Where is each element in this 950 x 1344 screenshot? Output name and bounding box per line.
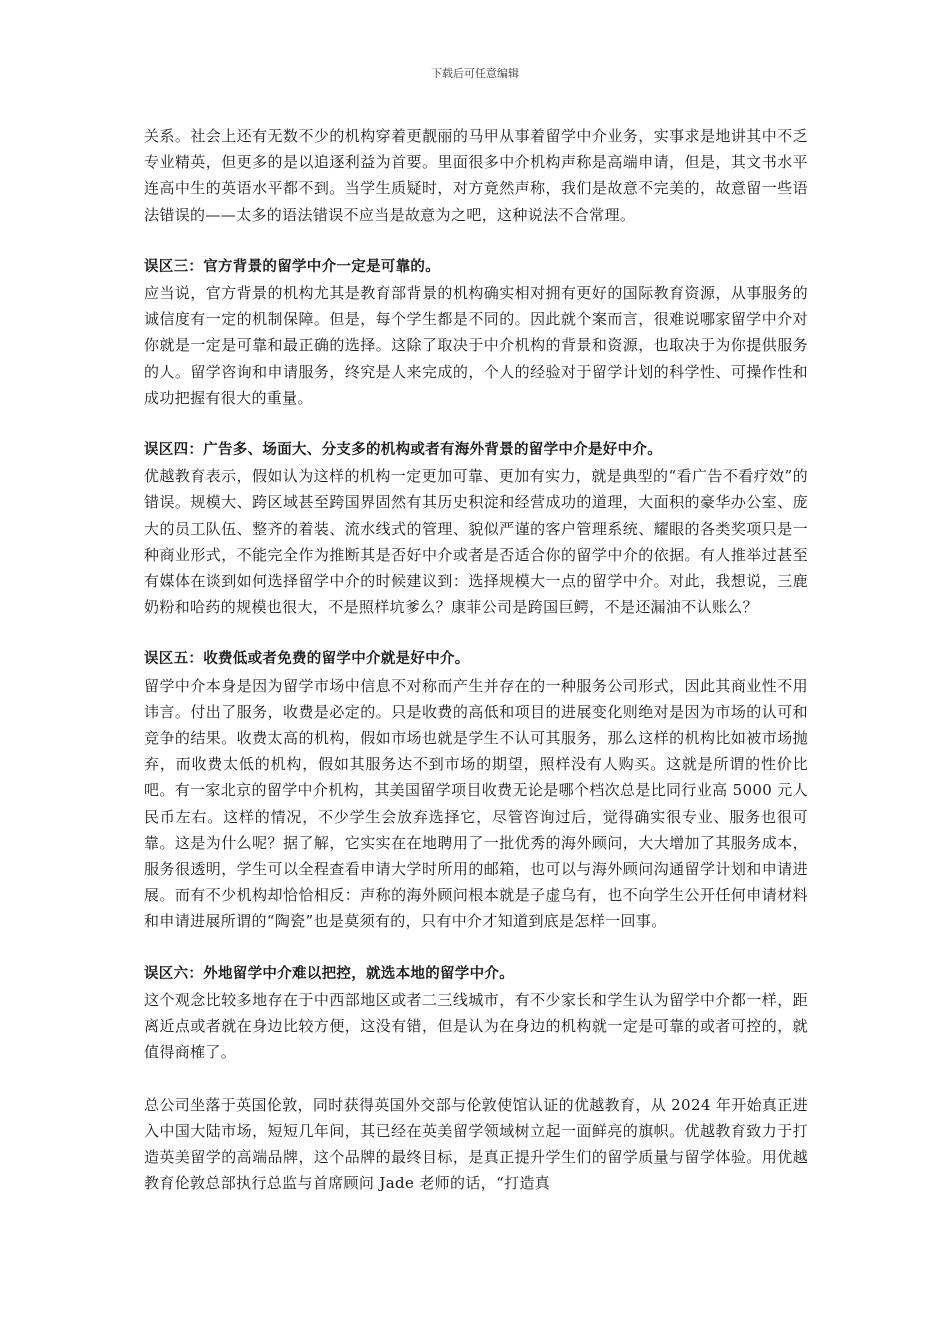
section-heading: 误区五：收费低或者免费的留学中介就是好中介。 <box>144 651 470 668</box>
section-misconception-6 <box>144 961 808 1066</box>
section-heading: 误区四：广告多、场面大、分支多的机构或者有海外背景的留学中介是好中介。 <box>144 442 662 459</box>
section-heading: 误区三：官方背景的留学中介一定是可靠的。 <box>144 258 440 275</box>
document-body <box>144 123 808 1222</box>
section-misconception-5 <box>144 646 808 934</box>
section-heading: 误区六：外地留学中介难以把控，就选本地的留学中介。 <box>144 965 514 982</box>
intro-section <box>144 123 808 228</box>
section-misconception-4 <box>144 437 808 620</box>
intro-paragraph: 关系。社会上还有无数不少的机构穿着更靓丽的马甲从事着留学中介业务，实事求是地讲其中不乏专业精英，但更多的是以追逐利益为首要。里面很多中介机构声称是高端申请，但是，其文书水平连高中生的英语水平都不到。当学生质疑时，对方竟然声称，我们是故意不完美的，故意留一些语法错误的——太多的语法错误不应当是故意为之吧，这种说法不合常理。 <box>144 127 808 224</box>
section-paragraph: 这个观念比较多地存在于中西部地区或者二三线城市，有不少家长和学生认为留学中介都一样，距离近点或者就在身边比较方便，这没有错，但是认为在身边的机构就一定是可靠的或者可控的，就值得商榷了。 <box>144 990 808 1062</box>
section-misconception-3 <box>144 254 808 411</box>
closing-section <box>144 1092 808 1197</box>
closing-paragraph: 总公司坐落于英国伦敦，同时获得英国外交部与伦敦使馆认证的优越教育，从 2024 年开始真正进入中国大陆市场，短短几年间，其已经在英美留学领域树立起一面鲜亮的旗帜。优越教育致力于打造英美留学的高端品牌，这个品牌的最终目标，是真正提升学生们的留学质量与留学体验。用优越教育伦敦总部执行总监与首席顾问 Jade 老师的话，“打造真 <box>144 1095 808 1193</box>
section-paragraph: 应当说，官方背景的机构尤其是教育部背景的机构确实相对拥有更好的国际教育资源，从事服务的诚信度有一定的机制保障。但是，每个学生都是不同的。因此就个案而言，很难说哪家留学中介对你就是一定是可靠和最正确的选择。这除了取决于中介机构的背景和资源，也取决于为你提供服务的人。留学咨询和申请服务，终究是人来完成的，个人的经验对于留学计划的科学性、可操作性和成功把握有很大的重量。 <box>144 284 808 407</box>
section-paragraph: 留学中介本身是因为留学市场中信息不对称而产生并存在的一种服务公司形式，因此其商业性不用讳言。付出了服务，收费是必定的。只是收费的高低和项目的进展变化则绝对是因为市场的认可和竞争的结果。收费太高的机构，假如市场也就是学生不认可其服务，那么这样的机构比如被市场抛弃，而收费太低的机构，假如其服务达不到市场的期望，照样没有人购买。这就是所谓的性价比吧。有一家北京的留学中介机构，其美国留学项目收费无论是哪个档次总是比同行业高 5000 元人民币左右。这样的情况，不少学生会放弃选择它，尽管咨询过后，觉得确实很专业、服务也很可靠。这是为什么呢？据了解，它实实在在地聘用了一批优秀的海外顾问，大大增加了其服务成本，服务很透明，学生可以全程查看申请大学时所用的邮箱，也可以与海外顾问沟通留学计划和申请进展。而有不少机构却恰恰相反：声称的海外顾问根本就是子虚乌有，也不向学生公开任何申请材料和申请进展所谓的“陶瓷”也是莫须有的，只有中介才知道到底是怎样一回事。 <box>144 676 808 931</box>
section-paragraph: 优越教育表示，假如认为这样的机构一定更加可靠、更加有实力，就是典型的“看广告不看疗效”的错误。规模大、跨区域甚至跨国界固然有其历史积淀和经营成功的道理，大面积的豪华办公室、庞大的员工队伍、整齐的着装、流水线式的管理、貌似严谨的客户管理系统、耀眼的各类奖项只是一种商业形式，不能完全作为推断其是否好中介或者是否适合你的留学中介的依据。有人推举过甚至有媒体在谈到如何选择留学中介的时候建议到：选择规模大一点的留学中介。对此，我想说，三鹿奶粉和哈药的规模也很大，不是照样坑爹么？康菲公司是跨国巨鳄，不是还漏油不认账么？ <box>144 467 808 617</box>
page-header: 下载后可任意编辑 <box>431 67 519 80</box>
